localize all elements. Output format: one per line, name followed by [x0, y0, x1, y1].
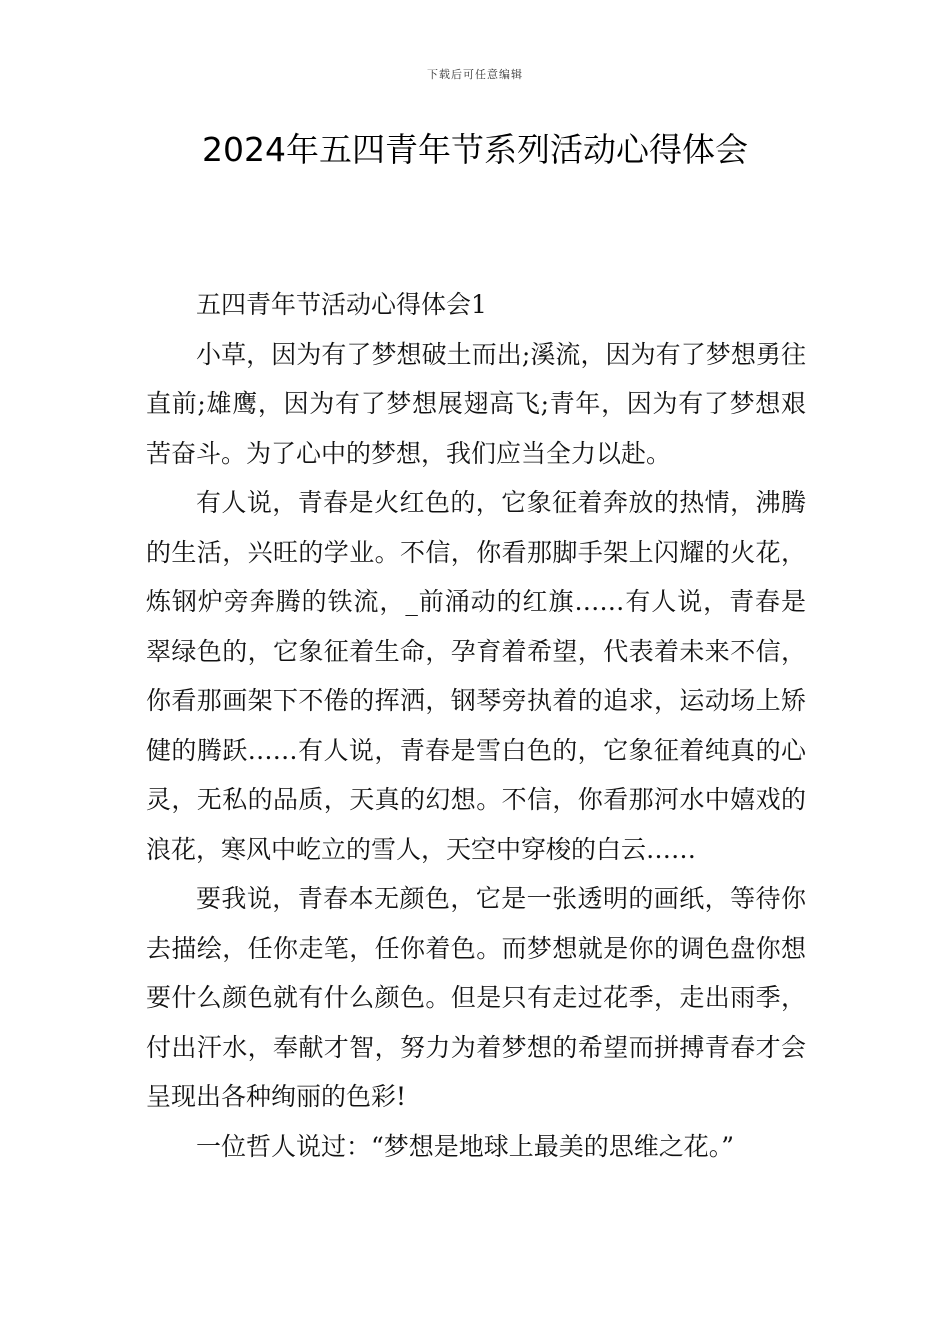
section-heading: 五四青年节活动心得体会1	[196, 290, 487, 319]
document-body	[146, 280, 806, 1171]
paragraph-4: 一位哲人说过：“梦想是地球上最美的思维之花。”	[196, 1131, 735, 1161]
paragraph-3: 要我说，青春本无颜色，它是一张透明的画纸，等待你去描绘，任你走笔，任你着色。而梦想就是你的调色盘你想要什么颜色就有什么颜色。但是只有走过花季，走出雨季，付出汗水，奉献才智，努力为着梦想的希望而拼搏青春才会呈现出各种绚丽的色彩!	[146, 884, 806, 1111]
paragraph-2: 有人说，青春是火红色的，它象征着奔放的热情，沸腾的生活，兴旺的学业。不信，你看那脚手架上闪耀的火花，炼钢炉旁奔腾的铁流，_前涌动的红旗……有人说，青春是翠绿色的，它象征着生命，孕育着希望，代表着未来不信，你看那画架下不倦的挥洒，钢琴旁执着的追求，运动场上矫健的腾跃……有人说，青春是雪白色的，它象征着纯真的心灵，无私的品质，天真的幻想。不信，你看那河水中嬉戏的浪花，寒风中屹立的雪人，天空中穿梭的白云……	[146, 488, 806, 864]
header-note: 下载后可任意编辑	[427, 68, 523, 81]
document-title: 2024年五四青年节系列活动心得体会	[202, 130, 748, 169]
paragraph-1: 小草，因为有了梦想破土而出;溪流，因为有了梦想勇往直前;雄鹰，因为有了梦想展翅高飞;青年，因为有了梦想艰苦奋斗。为了心中的梦想，我们应当全力以赴。	[146, 339, 806, 468]
